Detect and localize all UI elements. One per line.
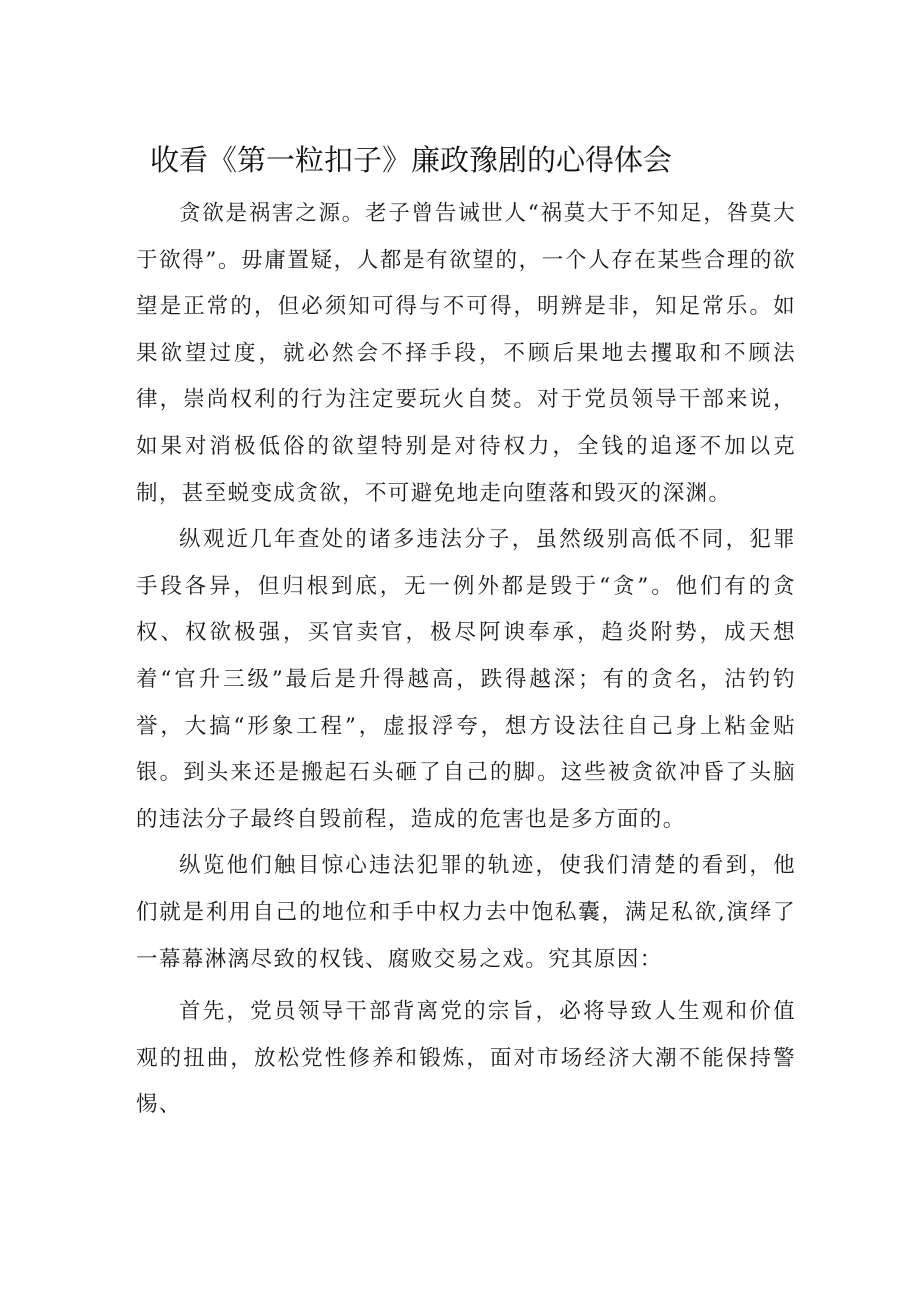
document-body [136,191,796,1129]
paragraph-4: 首先，党员领导干部背离党的宗旨，必将导致人生观和价值观的扭曲，放松党性修养和锻炼，面对市场经济大潮不能保持警惕、 [136,999,796,1118]
paragraph-1: 贪欲是祸害之源。老子曾告诫世人“祸莫大于不知足，咎莫大于欲得”。毋庸置疑，人都是有欲望的，一个人存在某些合理的欲望是正常的，但必须知可得与不可得，明辨是非，知足常乐。如果欲望过度，就必然会不择手段，不顾后果地去攫取和不顾法律，崇尚权利的行为注定要玩火自焚。对于党员领导干部来说，如果对消极低俗的欲望特别是对待权力，全钱的追逐不加以克制，甚至蜕变成贪欲，不可避免地走向堕落和毁灭的深渊。 [136,201,796,506]
paragraph-2: 纵观近几年查处的诸多违法分子，虽然级别高低不同，犯罪手段各异，但归根到底，无一例外都是毁于“贪”。他们有的贪权、权欲极强，买官卖官，极尽阿谀奉承，趋炎附势，成天想着“官升三级”最后是升得越高，跌得越深；有的贪名，沽钓钓誉，大搞“形象工程”，虚报浮夸，想方设法往自己身上粘金贴银。到头来还是搬起石头砸了自己的脚。这些被贪欲冲昏了头脑的违法分子最终自毁前程，造成的危害也是多方面的。 [136,527,796,832]
document-title: 收看《第一粒扣子》廉政豫剧的心得体会 [150,143,673,177]
paragraph-3: 纵览他们触目惊心违法犯罪的轨迹，使我们清楚的看到，他们就是利用自己的地位和手中权力去中饱私囊，满足私欲,演绎了一幕幕淋漓尽致的权钱、腐败交易之戏。究其原因： [136,853,796,972]
